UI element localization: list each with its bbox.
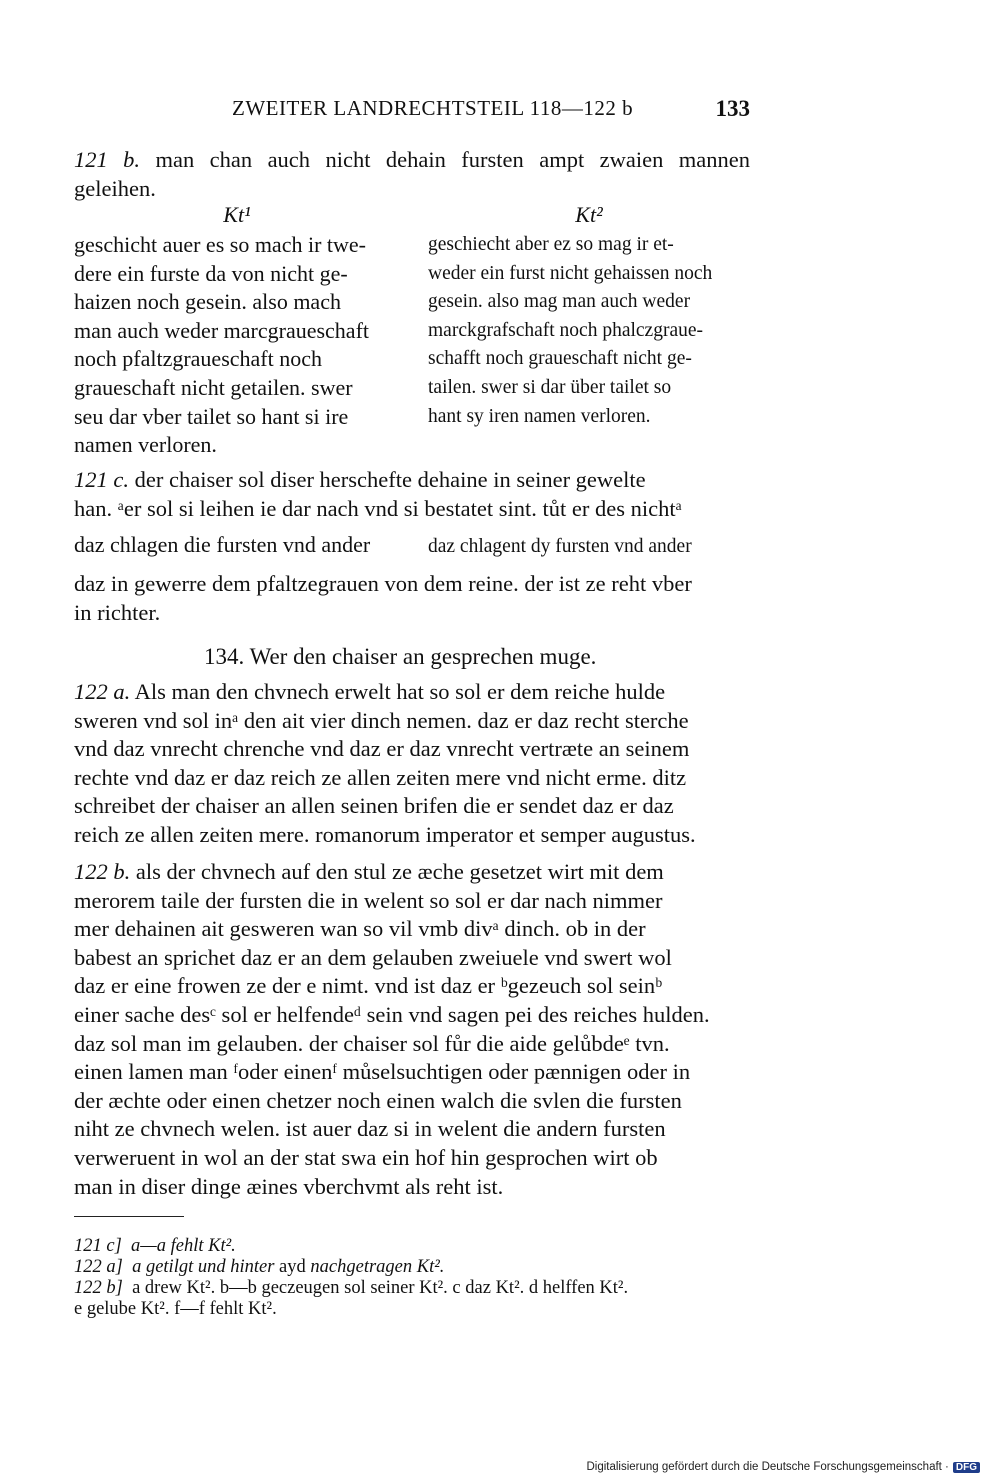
footnote-122b: [74, 1278, 750, 1320]
paragraph-text: der æchte oder einen chetzer noch einen walch die svlen die fursten: [74, 1087, 682, 1113]
paragraph-text: geleihen.: [74, 175, 156, 201]
paragraph-text: als der chvnech auf den stul ze æche gesetzet wirt mit dem: [135, 859, 664, 884]
credit-text: Digitalisierung gefördert durch die Deutsche Forschungsgemeinschaft ·: [586, 1461, 949, 1473]
paragraph-121b: [74, 146, 750, 203]
paragraph-121c-end: [74, 570, 750, 627]
paragraph-text: han. ᵃer sol si leihen ie dar nach vnd si bestatet sint. tůt er des nichtᵃ: [74, 495, 682, 521]
column-line: haizen noch gesein. also mach: [74, 289, 341, 315]
paragraph-text: mer dehainen ait gesweren wan so vil vmb divᵃ dinch. ob in der: [74, 916, 646, 942]
column-line: gesein. also mag man auch weder: [428, 291, 691, 313]
column-kt2: [428, 201, 750, 431]
running-title: ZWEITER LANDRECHTSTEIL 118—122 b: [232, 96, 634, 120]
footnote-text: a—a fehlt Kt².: [131, 1236, 236, 1256]
column-line: marckgrafschaft noch phalczgraue-: [428, 319, 704, 341]
column-line: schafft noch graueschaft nicht ge-: [428, 348, 692, 370]
paragraph-text: der chaiser sol diser herschefte dehaine in seiner gewelte: [134, 467, 646, 492]
paragraph-text: sweren vnd sol inᵃ den ait vier dinch nemen. daz er daz recht sterche: [74, 707, 689, 733]
column-line: hant sy iren namen verloren.: [428, 405, 651, 427]
footnote-ref: 121 c]: [74, 1236, 122, 1256]
column-line: geschiecht aber ez so mag ir et-: [428, 234, 674, 255]
paragraph-number: 121 c.: [74, 467, 129, 492]
column-heading: Kt¹: [223, 202, 251, 227]
footnote-121c: [74, 1236, 750, 1257]
paragraph-text: Als man den chvnech erwelt hat so sol er dem reiche hulde: [134, 679, 666, 704]
paragraph-text: merorem taile der fursten die in welent so sol er dar nach nimmer: [74, 887, 663, 913]
column-line: tailen. swer si dar über tailet so: [428, 376, 672, 398]
footnote-text: a drew Kt². b—b geczeugen sol seiner Kt². c daz Kt². d helffen Kt².: [132, 1278, 629, 1298]
footnote-text: a getilgt und hinter: [132, 1257, 275, 1277]
digitization-credit: [586, 1461, 980, 1473]
column-line: man auch weder marcgraueschaft: [74, 317, 370, 343]
column-kt1: [74, 201, 400, 460]
paragraph-number: 122 a.: [74, 679, 131, 704]
paragraph-text: daz sol man im gelauben. der chaiser sol fůr die aide gelůbdeᵉ tvn.: [74, 1030, 670, 1056]
footnote-ref: 122 a]: [74, 1257, 123, 1277]
column-line: weder ein furst nicht gehaissen noch: [428, 262, 713, 284]
paragraph-text: vnd daz vnrecht chrenche vnd daz er daz vnrecht vertræte an seinem: [74, 736, 690, 762]
paragraph-121c: [74, 466, 750, 523]
paragraph-text: man in diser dinge æines vberchvmt als reht ist.: [74, 1173, 504, 1199]
paragraph-text: daz in gewerre dem pfaltzegrauen von dem reine. der ist ze reht vber: [74, 571, 692, 596]
paragraph-text: man chan auch nicht dehain fursten ampt zwaien mannen: [155, 147, 750, 172]
dfg-logo: DFG: [953, 1462, 980, 1473]
column-line: dere ein furste da von nicht ge-: [74, 260, 348, 286]
page-number: 133: [715, 96, 750, 121]
paragraph-122b: [74, 858, 750, 1201]
footnote-text: ayd: [279, 1257, 306, 1277]
paragraph-122a: [74, 678, 750, 850]
paragraph-text: verweruent in wol an der stat swa ein hof hin gesprochen wirt ob: [74, 1144, 658, 1170]
footnote-122a: [74, 1257, 750, 1278]
paragraph-number: 122 b.: [74, 859, 131, 884]
paragraph-text: niht ze chvnech welen. ist auer daz si in welent die andern fursten: [74, 1116, 666, 1142]
footnote-ref: 122 b]: [74, 1278, 123, 1298]
column-line: namen verloren.: [74, 432, 217, 458]
paragraph-text: einen lamen man ᶠoder einenᶠ můselsuchtigen oder pænnigen oder in: [74, 1059, 691, 1085]
column-line: seu dar vber tailet so hant si ire: [74, 403, 349, 429]
column-line: noch pfaltzgraueschaft noch: [74, 346, 322, 372]
footnote-rule: [74, 1216, 184, 1217]
footnote-text: nachgetragen Kt².: [310, 1257, 445, 1277]
footnote-text: e gelube Kt². f—f fehlt Kt².: [74, 1299, 277, 1320]
variant-kt1: daz chlagen die fursten vnd ander: [74, 532, 371, 557]
paragraph-number: 121 b.: [74, 147, 141, 172]
paragraph-text: rechte vnd daz er daz reich ze allen zeiten mere vnd nicht erme. ditz: [74, 764, 687, 790]
section-heading: 134. Wer den chaiser an gesprechen muge.: [204, 644, 597, 669]
paragraph-text: schreibet der chaiser an allen seinen brifen die er sendet daz er daz: [74, 793, 674, 819]
column-line: graueschaft nicht getailen. swer: [74, 374, 353, 400]
paragraph-text: reich ze allen zeiten mere. romanorum imperator et semper augustus.: [74, 821, 696, 847]
variant-kt2: daz chlagent dy fursten vnd ander: [428, 536, 692, 557]
column-heading: Kt²: [575, 202, 603, 227]
paragraph-text: babest an sprichet daz er an dem gelauben zweiuele vnd swert wol: [74, 944, 672, 970]
column-line: geschicht auer es so mach ir twe-: [74, 232, 366, 257]
paragraph-text: in richter.: [74, 599, 161, 625]
paragraph-text: einer sache desᶜ sol er helfendeᵈ sein vnd sagen pei des reiches hulden.: [74, 1001, 710, 1027]
page-header: [74, 96, 750, 130]
paragraph-text: daz er eine frowen ze der e nimt. vnd ist daz er ᵇgezeuch sol seinᵇ: [74, 973, 663, 999]
